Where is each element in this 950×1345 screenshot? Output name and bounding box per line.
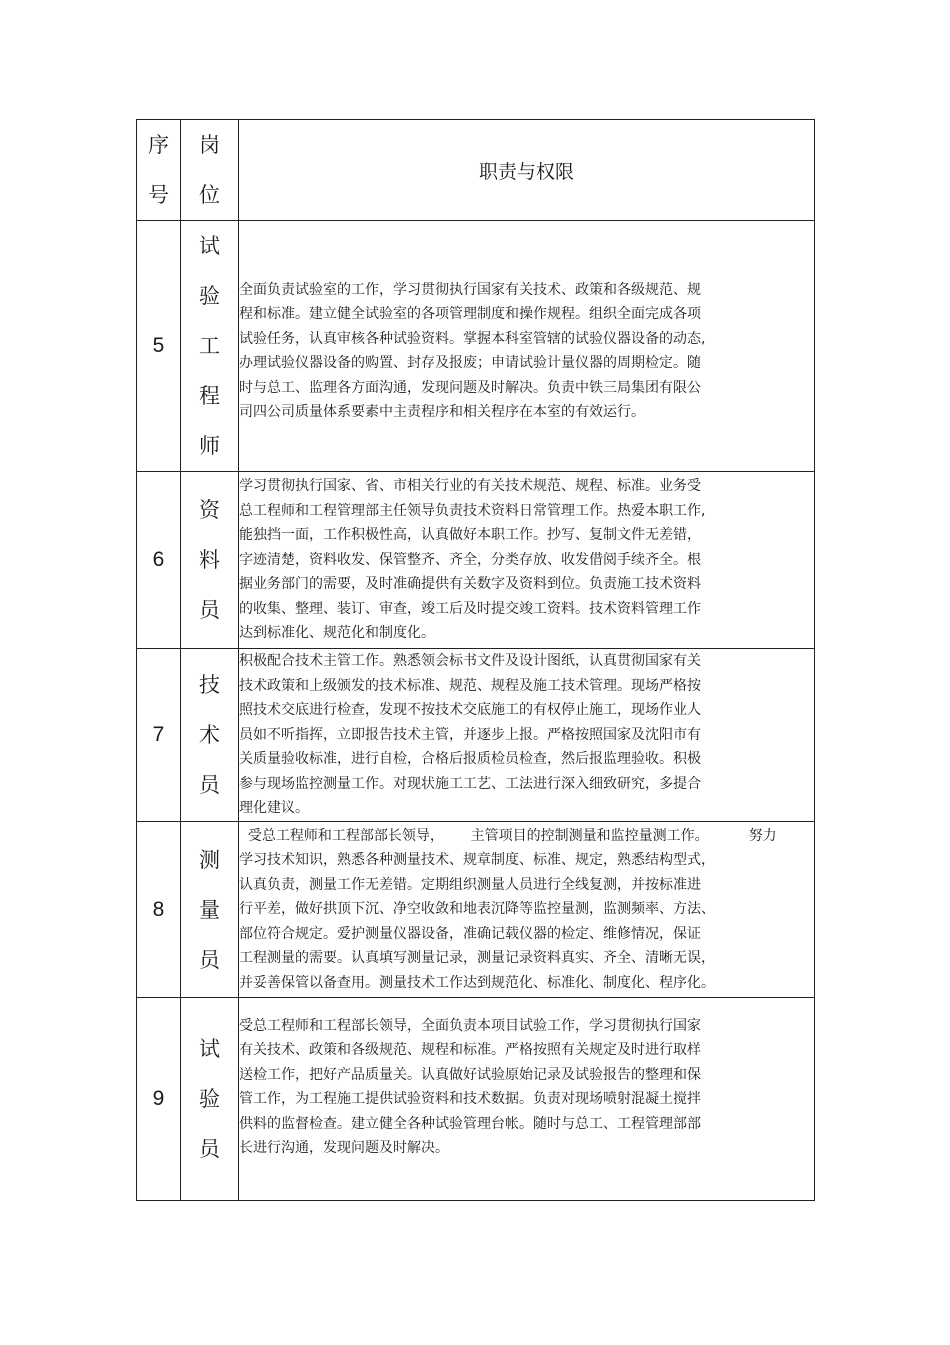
row-number: 8 <box>137 822 181 998</box>
row-post-label: 试 验 员 <box>199 1037 220 1161</box>
row-post-cell <box>181 221 239 472</box>
table-row <box>137 822 815 998</box>
row-post-label: 测 量 员 <box>199 847 220 972</box>
table-row <box>137 998 815 1201</box>
row-duty-text: 受总工程师和工程部部长领导， 主管项目的控制测量和监控量测工作。 努力 学习技术知识，熟悉各种测量技术、规章制度、标准、规定，熟悉结构型式， 认真负责，测量工作无差错。定期组织测量人员进行全线复测，并按标准进 行平差，做好拱顶下沉、净空收敛和地表沉降等监控量测，监测频率、方法、 部位符合规定。爱护测量仪器设备，准确记载仪器的检定、维修情况，保证 工程测量的需要。认真填写测量记录，测量记录资料真实、齐全、清晰无误， 并妥善保管以备查用。测量技术工作达到规范化、标准化、制度化、程序化。 <box>239 822 815 998</box>
row-number: 5 <box>137 221 181 472</box>
row-post-cell <box>181 649 239 822</box>
table-row <box>137 221 815 472</box>
row-post-cell <box>181 472 239 649</box>
row-post-label: 技 术 员 <box>199 673 220 797</box>
row-duty-text: 受总工程师和工程部长领导，全面负责本项目试验工作，学习贯彻执行国家 有关技术、政策和各级规范、规程和标准。严格按照有关规定及时进行取样 送检工作，把好产品质量关。认真做好试验原始记录及试验报告的整理和保 管工作，为工程施工提供试验资料和技术数据。负责对现场喷射混凝土搅拌 供料的监督检查。建立健全各种试验管理台帐。随时与总工、工程管理部部 长进行沟通，发现问题及时解决。 <box>239 998 815 1201</box>
header-row <box>137 120 815 221</box>
row-post-cell <box>181 998 239 1201</box>
header-seq-cell <box>137 120 181 221</box>
table-row <box>137 472 815 649</box>
header-seq-label: 序 号 <box>148 133 169 207</box>
row-post-label: 资 料 员 <box>199 498 220 622</box>
row-post-label: 试 验 工 程 师 <box>199 234 220 458</box>
row-duty-text: 学习贯彻执行国家、省、市相关行业的有关技术规范、规程、标准。业务受 总工程师和工程管理部主任领导负责技术资料日常管理工作。热爱本职工作, 能独挡一面，工作积极性高，认真做好本职工作。抄写、复制文件无差错， 字迹清楚，资料收发、保管整齐、齐全，分类存放、收发借阅手续齐全。根 据业务部门的需要，及时准确提供有关数字及资料到位。负责施工技术资料 的收集、整理、装订、审查，竣工后及时提交竣工资料。技术资料管理工作 达到标准化、规范化和制度化。 <box>239 472 815 649</box>
row-duty-text: 积极配合技术主管工作。熟悉领会标书文件及设计图纸，认真贯彻国家有关 技术政策和上级颁发的技术标准、规范、规程及施工技术管理。现场严格按 照技术交底进行检查，发现不按技术交底施工的有权停止施工，现场作业人 员如不听指挥，立即报告技术主管，并逐步上报。严格按照国家及沈阳市有 关质量验收标准，进行自检，合格后报质检员检查，然后报监理验收。积极 参与现场监控测量工作。对现状施工工艺、工法进行深入细致研究，多提合 理化建议。 <box>239 649 815 822</box>
header-post-cell <box>181 120 239 221</box>
row-number: 9 <box>137 998 181 1201</box>
header-post-label: 岗 位 <box>199 133 220 207</box>
table-row <box>137 649 815 822</box>
row-number: 7 <box>137 649 181 822</box>
row-duty-text: 全面负责试验室的工作，学习贯彻执行国家有关技术、政策和各级规范、规 程和标准。建立健全试验室的各项管理制度和操作规程。组织全面完成各项 试验任务，认真审核各种试验资料。掌握本科室管辖的试验仪器设备的动态, 办理试验仪器设备的购置、封存及报废；申请试验计量仪器的周期检定。随 时与总工、监理各方面沟通，发现问题及时解决。负责中铁三局集团有限公 司四公司质量体系要素中主责程序和相关程序在本室的有效运行。 <box>239 221 815 472</box>
duty-table <box>136 119 815 1201</box>
header-duty-title: 职责与权限 <box>239 120 815 221</box>
row-post-cell <box>181 822 239 998</box>
row-number: 6 <box>137 472 181 649</box>
